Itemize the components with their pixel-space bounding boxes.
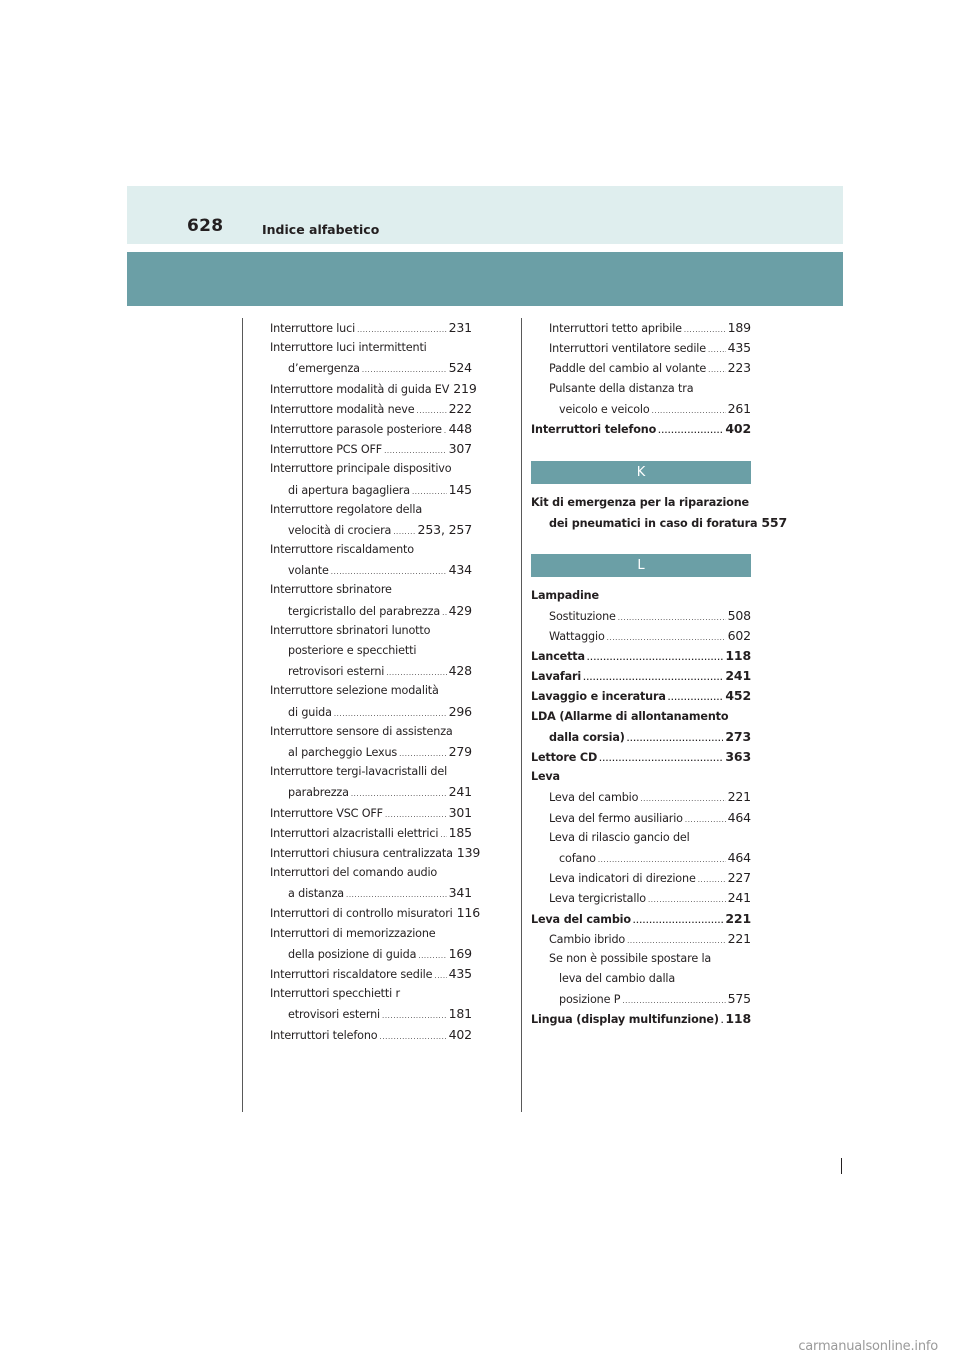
dot-leader [382,1006,447,1026]
dot-leader [379,1027,446,1047]
index-entry-page: 435 [727,340,751,356]
index-continuation [531,318,751,439]
index-entry-page: 223 [727,360,751,376]
index-entry-label: Interruttori riscaldatore sedile [270,968,433,981]
index-entry-label: retrovisori esterni [288,665,385,679]
index-entry [531,808,751,828]
dot-leader [434,966,446,986]
index-entry-label: Interruttore PCS OFF [270,443,383,457]
dot-leader [384,441,447,461]
dot-leader [334,704,447,724]
index-entry-label: Lingua (display multifunzione) [531,1013,719,1027]
index-entry-page: 241 [448,784,472,800]
dot-leader [598,850,726,870]
dot-leader [627,931,725,951]
index-entry-page: 464 [727,849,751,865]
index-entry-page: 185 [448,824,472,840]
index-entry-label: d’emergenza [288,362,360,376]
index-entry-label: etrovisori esterni [288,1008,381,1022]
index-entry [531,868,751,888]
dot-leader [399,744,446,764]
index-entry [270,621,472,641]
index-entry-label: Interruttori di controllo misuratori [270,907,453,921]
index-entry-label: Wattaggio [549,629,605,643]
dot-leader [393,522,415,542]
index-entry [531,848,751,868]
index-entry-page: 189 [727,320,751,335]
index-entry-page: 296 [448,703,472,719]
index-entry [531,646,751,666]
index-entry [531,586,751,606]
index-entry-label: Leva indicatori di direzione [549,872,696,886]
index-entry-label: Interruttore sbrinatori lunotto [270,623,431,637]
index-entry [531,989,751,1009]
index-entry-page: 231 [448,320,472,335]
page-number: 628 [187,216,224,236]
index-entry [270,560,472,580]
index-entry-page: 219 [453,380,477,396]
dot-leader [708,360,725,380]
index-entry-page: 575 [727,991,751,1007]
index-entry [531,888,751,908]
crop-mark-bottom-right [841,1158,842,1174]
index-entry-label: della posizione di guida [288,947,417,961]
dot-leader [386,663,446,683]
index-entry-label: Interruttore sbrinatore [270,583,392,597]
index-entry-label: Kit di emergenza per la riparazione [531,496,749,510]
dot-leader [583,668,723,688]
index-entry [270,782,472,802]
index-entry [270,1004,472,1024]
index-entry-label: Interruttori del comando audio [270,866,438,880]
dot-leader [708,340,726,360]
dot-leader [412,482,447,502]
index-entry-page: 273 [725,728,751,744]
index-entry-page: 557 [761,515,788,531]
index-column-left [270,318,481,1045]
index-entry-label: velocità di crociera [288,523,392,537]
index-entry-page: 181 [448,1006,472,1022]
index-entry-label: Lavafari [531,670,582,684]
index-entry [531,493,751,513]
index-entry-label: Lancetta [531,650,585,664]
index-entry-page: 448 [448,420,472,436]
index-entry-label: Leva di rilascio gancio del [549,830,690,844]
index-entry-label: Interruttore luci [270,322,356,335]
dot-leader [652,401,726,421]
index-entry [270,722,472,742]
section-k-entries [531,493,788,533]
index-entry [531,949,751,969]
dot-leader [633,911,723,931]
index-entry [270,762,472,782]
index-entry [531,626,751,646]
index-entry-label: Interruttore modalità di guida EV [270,382,450,396]
index-entry [270,399,472,419]
index-entry-label: Cambio ibrido [549,932,626,946]
header-bar [127,186,843,244]
dot-leader [444,421,447,441]
dot-leader [685,810,726,830]
index-entry [531,1009,751,1029]
index-entry [270,681,472,701]
index-entry-label: tergicristallo del parabrezza [288,604,441,618]
index-entry [531,686,751,706]
index-entry [531,606,751,626]
left-column-rule [242,318,243,1112]
index-entry-page: 524 [448,360,472,376]
index-entry-label: Interruttori tetto apribile [549,322,682,335]
index-entry-label: Leva [531,770,560,784]
index-entry-page: 301 [448,804,472,820]
index-entry-label: Interruttore selezione modalità [270,684,439,698]
index-entry-page: 363 [725,749,751,764]
index-entry [270,964,472,984]
index-entry [531,338,751,358]
index-entry-label: a distanza [288,887,345,901]
index-entry-label: Pulsante della distanza tra [549,381,694,395]
index-entry-page: 118 [725,1011,751,1027]
dot-leader [622,991,725,1011]
index-entry-label: Interruttore luci intermittenti [270,341,427,355]
index-entry-page: 402 [725,420,751,436]
dot-leader [418,946,446,966]
index-entry [270,520,472,540]
running-title: Indice alfabetico [262,222,380,237]
index-entry [270,439,472,459]
index-entry-label: Interruttore parasole posteriore [270,422,442,436]
index-entry [531,747,751,767]
index-entry-page: 227 [727,870,751,886]
index-entry [270,358,472,378]
index-entry-page: 435 [448,966,472,981]
index-entry [531,358,751,378]
index-entry [531,399,751,419]
section-header-k: K [531,461,751,484]
index-entry-label: Interruttori specchietti r [270,987,400,1001]
index-entry [270,480,472,500]
index-entry [531,909,751,929]
index-entry-label: Interruttori telefono [531,422,657,436]
index-entry-page: 602 [727,627,751,643]
index-entry [270,702,472,722]
index-entry-page: 307 [448,441,472,457]
dot-leader [442,603,447,623]
index-entry-label: Sostituzione [549,609,616,623]
index-entry-label: cofano [559,851,596,865]
index-entry [270,318,472,338]
index-entry-label: Interruttore modalità neve [270,402,415,416]
index-entry-label: Interruttori alzacristalli elettrici [270,826,439,840]
index-entry [270,661,472,681]
index-entry [270,944,472,964]
index-entry-label: dalla corsia) [549,730,625,744]
index-entry-page: 118 [725,648,751,664]
index-entry-label: Leva del cambio [549,791,639,805]
index-entry-label: leva del cambio dalla [559,972,676,986]
index-entry-label: posteriore e specchietti [288,644,417,657]
header-band [127,252,843,306]
index-entry-page: 222 [448,400,472,416]
dot-leader [607,628,726,648]
index-column-right [531,318,788,1030]
index-entry [531,828,751,848]
index-entry [270,540,472,560]
dot-leader [658,421,723,441]
index-entry [270,823,472,843]
index-entry-page: 253, 257 [417,521,472,537]
index-entry [270,601,472,621]
index-entry-page: 464 [727,809,751,825]
index-entry [270,500,472,520]
index-entry-label: Leva tergicristallo [549,892,646,906]
index-entry [270,580,472,600]
index-entry-label: Interruttori ventilatore sedile [549,342,706,356]
index-entry [531,666,751,686]
index-entry [531,707,751,727]
index-entry [270,883,472,903]
index-entry-label: di guida [288,705,332,719]
dot-leader [346,885,447,905]
dot-leader [357,320,447,340]
index-entry-label: di apertura bagagliera [288,483,410,497]
index-entry-label: Interruttore principale dispositivo [270,462,452,476]
index-entry [531,513,788,533]
index-entry [531,318,751,338]
index-entry-label: Paddle del cambio al volante [549,362,707,376]
index-entry-page: 508 [727,607,751,623]
index-entry-label: volante [288,564,329,578]
index-entry-page: 279 [448,743,472,759]
dot-leader [416,401,446,421]
index-entry [531,969,751,989]
index-entry [531,379,751,399]
dot-leader [640,789,725,809]
index-entry-label: Interruttori chiusura centralizzata [270,846,453,860]
dot-leader [698,870,726,890]
index-entry [270,803,472,823]
dot-leader [721,1011,724,1031]
index-entry [531,419,751,439]
index-entry-label: Interruttori telefono [270,1028,378,1042]
index-entry-label: parabrezza [288,786,349,800]
index-entry-page: 402 [448,1026,472,1042]
dot-leader [668,688,724,708]
index-entry-page: 429 [448,602,472,618]
index-entry-label: Lettore CD [531,751,598,764]
dot-leader [627,729,724,749]
index-entry [270,742,472,762]
index-entry-page: 341 [448,885,472,901]
dot-leader [618,608,726,628]
index-entry-page: 241 [725,668,751,684]
index-entry-label: Interruttore riscaldamento [270,543,414,557]
index-entry-label: Leva del fermo ausiliario [549,811,683,825]
index-entry-label: Interruttore sensore di assistenza [270,724,453,738]
middle-column-rule [521,318,522,1112]
index-entry-label: Interruttori di memorizzazione [270,926,436,940]
index-entry-label: Leva del cambio [531,912,631,926]
index-entry-page: 434 [448,562,472,578]
index-entry-page: 261 [727,400,751,416]
index-entry-label: veicolo e veicolo [559,402,650,416]
index-entry-label: Interruttore tergi-lavacristalli del [270,765,448,779]
index-entry [270,1025,472,1045]
section-l-entries [531,586,751,1030]
index-entry-page: 221 [727,789,751,805]
index-entry-page: 116 [456,905,481,921]
index-entry [531,727,751,747]
index-entry-page: 241 [727,890,751,906]
index-entry-page: 428 [448,663,472,679]
index-entry [270,903,481,923]
dot-leader [331,562,447,582]
index-entry [531,767,751,787]
index-entry-label: LDA (Allarme di allontanamento [531,709,729,723]
index-entry-label: dei pneumatici in caso di foratura [549,517,758,531]
index-entry [531,787,751,807]
dot-leader [351,784,447,804]
index-entry [270,379,477,399]
section-header-l: L [531,554,751,577]
index-entry-page: 145 [448,481,472,497]
dot-leader [362,360,447,380]
index-entry-label: al parcheggio Lexus [288,745,398,759]
dot-leader [440,825,446,845]
index-entry [531,929,751,949]
index-entry-label: posizione P [559,993,621,1007]
index-entry [270,459,472,479]
watermark: carmanualsonline.info [798,1339,938,1354]
index-entry-label: Interruttore VSC OFF [270,806,383,820]
index-entry-page: 221 [725,910,751,926]
index-entry [270,843,481,863]
dot-leader [587,648,723,668]
index-entry [270,641,472,661]
index-entry-label: Lampadine [531,588,599,602]
index-entry [270,984,472,1004]
index-entry-label: Interruttore regolatore della [270,502,423,516]
index-entry-label: Se non è possibile spostare la [549,951,712,965]
dot-leader [648,890,726,910]
index-entry [270,419,472,439]
index-entry-page: 139 [456,844,481,860]
dot-leader [599,749,723,769]
index-entry-page: 169 [448,945,472,961]
index-entry-page: 221 [727,930,751,946]
dot-leader [385,805,447,825]
index-entry-label: Lavaggio e inceratura [531,690,666,704]
dot-leader [684,320,726,340]
index-entry [270,863,472,883]
index-entry [270,338,472,358]
index-entry [270,924,472,944]
index-entry-page: 452 [725,688,751,704]
